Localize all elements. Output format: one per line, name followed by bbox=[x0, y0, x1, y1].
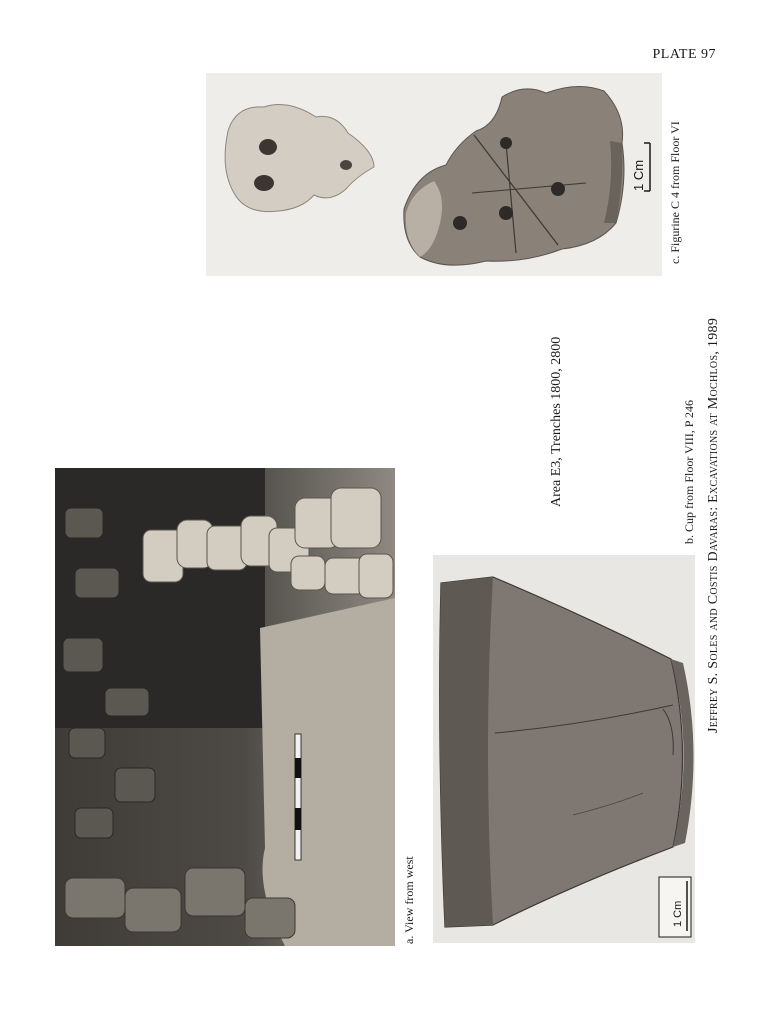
figurine-caption: c. Figurine C 4 from Floor VI bbox=[668, 121, 682, 264]
cup-photo bbox=[433, 555, 695, 943]
figurine-photo-drawing bbox=[206, 73, 662, 276]
cup-scale-label: 1 Cm bbox=[672, 900, 684, 927]
figurine-scale-label: 1 Cm bbox=[631, 159, 646, 191]
figurine-photo bbox=[206, 73, 662, 276]
authors-line: Jeffrey S. Soles and Costis Davaras: Excavations at Mochlos, 1989 bbox=[706, 317, 721, 733]
cup-photo-drawing bbox=[433, 555, 695, 943]
view-caption: a. View from west bbox=[402, 856, 416, 944]
area-title: Area E3, Trenches 1800, 2800 bbox=[549, 336, 564, 507]
excavation-photo bbox=[55, 468, 395, 946]
excavation-photo-drawing bbox=[55, 468, 395, 946]
plate-label: PLATE 97 bbox=[652, 47, 716, 62]
cup-caption: b. Cup from Floor VIII, P 246 bbox=[682, 400, 696, 544]
